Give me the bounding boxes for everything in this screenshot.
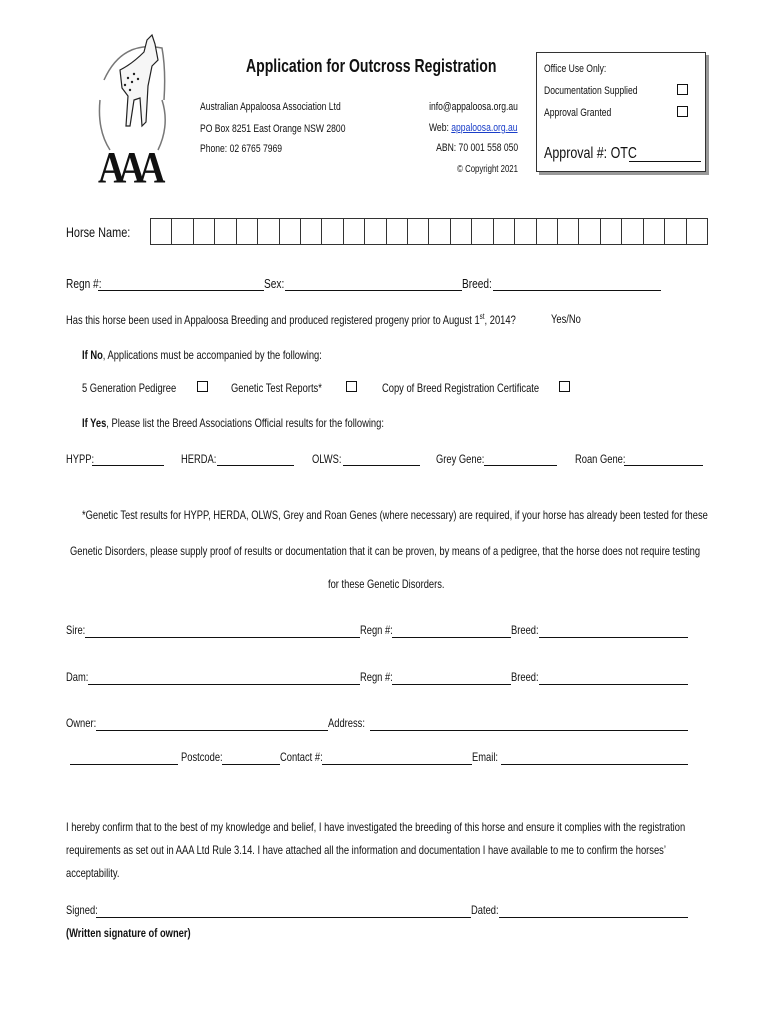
page-title: Application for Outcross Registration (246, 56, 497, 76)
dam-breed-field[interactable] (539, 684, 688, 685)
grey-gene-label: Grey Gene: (436, 452, 485, 466)
signature-field[interactable] (96, 917, 471, 918)
genetic-note-line-2: Genetic Disorders, please supply proof of results or documentation that it can be proven, by means of a pedigree, that the horse does not require testing (70, 544, 701, 558)
postcode-field[interactable] (222, 764, 280, 765)
olws-field[interactable] (343, 465, 420, 466)
declaration-line-2: requirements as set out in AAA Ltd Rule 3.14. I have attached all the information and documentation I have available to me to confirm the horses’ (66, 843, 666, 857)
genetic-reports-label: Genetic Test Reports* (231, 381, 322, 395)
horse-name-label: Horse Name: (66, 224, 131, 240)
phone: Phone: 02 6765 7969 (200, 143, 283, 155)
address-field[interactable] (370, 730, 688, 731)
postcode-label: Postcode: (181, 750, 223, 764)
org-name: Australian Appaloosa Association Ltd (200, 101, 341, 113)
progeny-question: Has this horse been used in Appaloosa Breeding and produced registered progeny prior to August 1st, 2014? (66, 312, 516, 327)
email-label: Email: (472, 750, 499, 764)
breed-cert-label: Copy of Breed Registration Certificate (382, 381, 540, 395)
sire-breed-field[interactable] (539, 637, 688, 638)
approval-number-label: Approval #: OTC (544, 145, 637, 162)
roan-gene-label: Roan Gene: (575, 452, 626, 466)
approval-granted-label: Approval Granted (544, 107, 612, 119)
email-link[interactable]: info@appaloosa.org.au (429, 101, 518, 113)
roan-gene-field[interactable] (624, 465, 703, 466)
abn: ABN: 70 001 558 050 (435, 142, 518, 154)
regn-field[interactable] (98, 290, 264, 291)
sire-field[interactable] (85, 637, 360, 638)
signed-label: Signed: (66, 903, 98, 917)
logo (92, 30, 172, 210)
sire-regn-field[interactable] (392, 637, 511, 638)
dam-label: Dam: (66, 670, 89, 684)
sire-breed-label: Breed: (511, 623, 539, 637)
dated-label: Dated: (471, 903, 499, 917)
herda-field[interactable] (217, 465, 294, 466)
olws-label: OLWS: (312, 452, 342, 466)
sire-label: Sire: (66, 623, 86, 637)
written-signature-note: (Written signature of owner) (66, 926, 191, 940)
pedigree-label: 5 Generation Pedigree (82, 381, 177, 395)
web-row (429, 122, 518, 134)
web-link[interactable]: appaloosa.org.au (451, 122, 518, 134)
breed-field[interactable] (493, 290, 661, 291)
hypp-label: HYPP: (66, 452, 95, 466)
address-line-2-field[interactable] (70, 764, 178, 765)
sire-regn-label: Regn #: (360, 623, 393, 637)
herda-label: HERDA: (181, 452, 217, 466)
if-no-text: If No, Applications must be accompanied by the following: (82, 348, 322, 362)
dam-regn-field[interactable] (392, 684, 511, 685)
declaration-line-3: acceptability. (66, 866, 120, 880)
horse-name-grid[interactable] (150, 218, 708, 245)
pedigree-checkbox[interactable] (197, 381, 208, 392)
web-prefix: Web: (429, 122, 450, 134)
if-yes-text: If Yes, Please list the Breed Associations Official results for the following: (82, 416, 384, 430)
hypp-field[interactable] (92, 465, 164, 466)
grey-gene-field[interactable] (484, 465, 557, 466)
declaration-line-1: I hereby confirm that to the best of my knowledge and belief, I have investigated the breeding of this horse and ensure it complies with the registration (66, 820, 686, 834)
po-box: PO Box 8251 East Orange NSW 2800 (200, 123, 346, 135)
genetic-reports-checkbox[interactable] (346, 381, 357, 392)
logo-text: AAA (98, 143, 159, 192)
sex-label: Sex: (264, 276, 285, 291)
copyright: © Copyright 2021 (457, 164, 518, 175)
dam-regn-label: Regn #: (360, 670, 393, 684)
regn-label: Regn #: (66, 276, 102, 291)
owner-field[interactable] (96, 730, 328, 731)
approval-granted-checkbox[interactable] (677, 106, 688, 117)
dam-breed-label: Breed: (511, 670, 539, 684)
yes-no-answer[interactable]: Yes/No (551, 312, 581, 326)
genetic-note-line-3: for these Genetic Disorders. (328, 577, 445, 591)
contact-field[interactable] (322, 764, 472, 765)
dam-field[interactable] (88, 684, 360, 685)
dated-field[interactable] (499, 917, 688, 918)
breed-label: Breed: (462, 276, 492, 291)
breed-cert-checkbox[interactable] (559, 381, 570, 392)
documentation-supplied-checkbox[interactable] (677, 84, 688, 95)
documentation-supplied-label: Documentation Supplied (544, 85, 638, 97)
office-heading: Office Use Only: (544, 63, 607, 75)
email-field[interactable] (501, 764, 688, 765)
contact-label: Contact #: (280, 750, 323, 764)
address-label: Address: (328, 716, 365, 730)
genetic-note-line-1: *Genetic Test results for HYPP, HERDA, OLWS, Grey and Roan Genes (where necessary) are required, if your horse has already been tested for these (82, 508, 708, 522)
sex-field[interactable] (285, 290, 462, 291)
owner-label: Owner: (66, 716, 97, 730)
office-use-box (536, 52, 706, 172)
approval-number-field[interactable] (629, 161, 701, 162)
